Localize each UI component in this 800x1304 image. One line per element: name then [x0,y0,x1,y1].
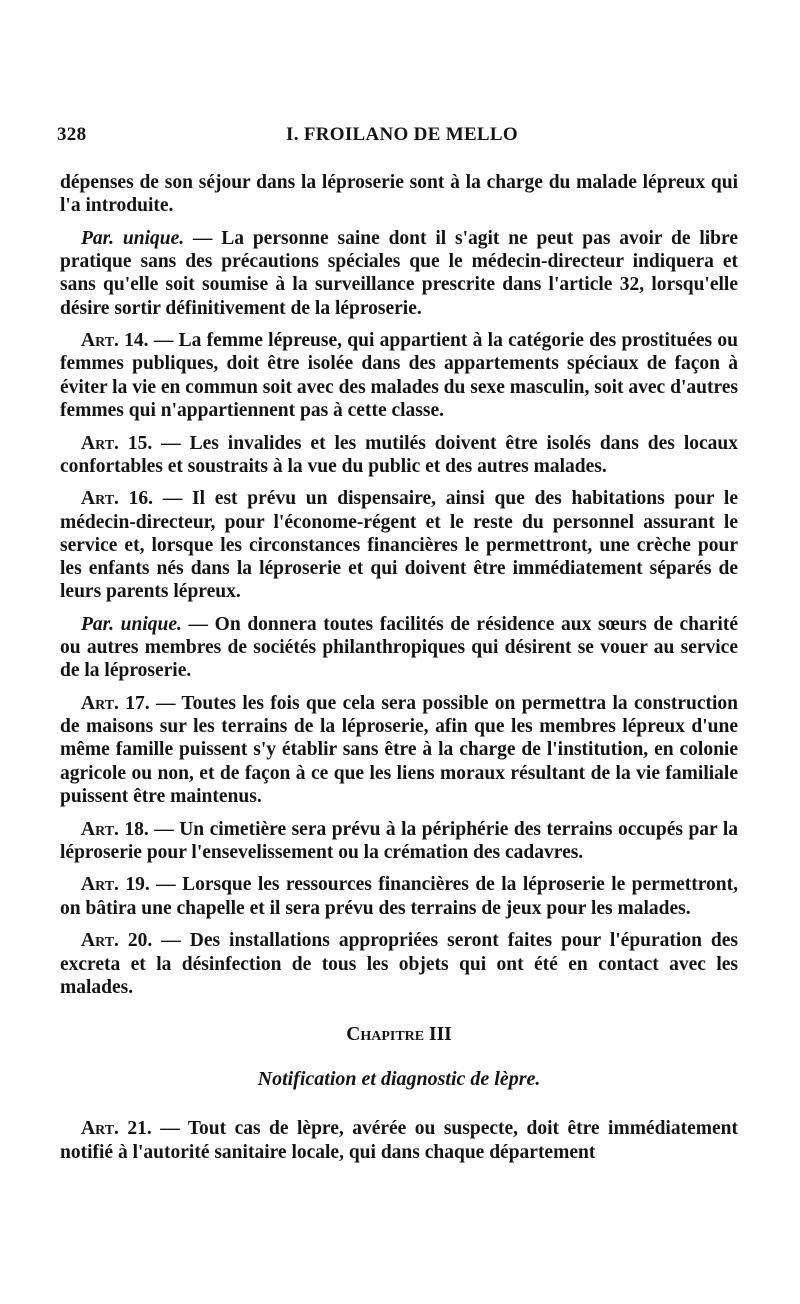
article-19 [60,873,738,919]
chapter-heading: Chapitre III [346,1024,452,1045]
par-unique-label: Par. unique. [81,227,185,249]
article-text: — La femme lépreuse, qui appartient à la catégorie des prostituées ou femmes publiques, doit être isolée dans des appartements spéciaux de façon à éviter la vie en commun soit avec des malades du sexe masculin, soit avec d'autres femmes qui n'appartiennent pas à cette classe. [60,330,738,421]
article-text: — Il est prévu un dispensaire, ainsi que des habitations pour le médecin-directeur, pour l'économe-régent et le reste du personnel assurant le service et, lorsque les circonstances financières le permettront, une crèche pour les enfants nés dans la léproserie et qui doivent être immédiatement séparés de leurs parents lépreux. [60,488,738,603]
article-text: — Les invalides et les mutilés doivent être isolés dans des locaux confortables et soustraits à la vue du public et des autres malades. [60,432,738,477]
par-unique-text: — La personne saine dont il s'agit ne peut pas avoir de libre pratique sans des précautions spéciales que le médecin-directeur indiquera et sans qu'elle soit soumise à la surveillance prescrite dans l'article 32, lorsqu'elle désire sortir définitivement de la léproserie. [60,227,738,319]
page-body [60,171,738,1164]
par-unique-label: Par. unique. [81,613,182,635]
par-unique-text: — On donnera toutes facilités de résidence aux sœurs de charité ou autres membres de sociétés philanthropiques qui désirent se vouer au service de la léproserie. [60,613,738,682]
paragraph-par-unique-2 [60,613,738,683]
article-label: Art. 17. [81,693,150,715]
article-text: — Un cimetière sera prévu à la périphérie des terrains occupés par la léproserie pour l'ensevelissement ou la crémation des cadavres. [60,818,738,863]
article-label: Art. 15. [81,432,153,454]
article-20 [60,929,738,999]
page-number: 328 [57,124,87,145]
article-text: — Des installations appropriées seront faites pour l'épuration des excreta et la désinfection de tous les objets qui ont été en contact avec les malades. [60,930,738,998]
article-18 [60,818,738,864]
running-title: I. FROILANO DE MELLO [286,124,518,145]
article-text: — Lorsque les ressources financières de la léproserie le permettront, on bâtira une chapelle et il sera prévu des terrains de jeux pour les malades. [60,874,738,919]
article-label: Art. 20. [81,930,153,952]
continued-paragraph: dépenses de son séjour dans la léproserie sont à la charge du malade lépreux qui l'a introduite. [60,172,738,217]
paragraph-par-unique-1 [60,227,738,320]
article-label: Art. 21. [81,1118,152,1140]
article-label: Art. 16. [81,488,154,510]
article-label: Art. 19. [81,874,150,896]
article-14 [60,329,738,422]
chapter-title: Notification et diagnostic de lèpre. [257,1068,541,1091]
article-label: Art. 18. [81,818,149,840]
article-label: Art. 14. [81,330,149,352]
article-15 [60,432,738,478]
article-17 [60,692,738,808]
running-header [57,124,737,150]
article-text: — Tout cas de lèpre, avérée ou suspecte, doit être immédiatement notifié à l'autorité sanitaire locale, qui dans chaque département [60,1118,738,1163]
article-text: — Toutes les fois que cela sera possible on permettra la construction de maisons sur les terrains de la léproserie, afin que les membres lépreux d'une même famille puissent s'y établir sans être à la charge de l'institution, en colonie agricole ou non, et de façon à ce que les liens moraux résultant de la vie familiale puissent être maintenus. [60,693,738,807]
article-21 [60,1117,738,1163]
article-16 [60,487,738,603]
